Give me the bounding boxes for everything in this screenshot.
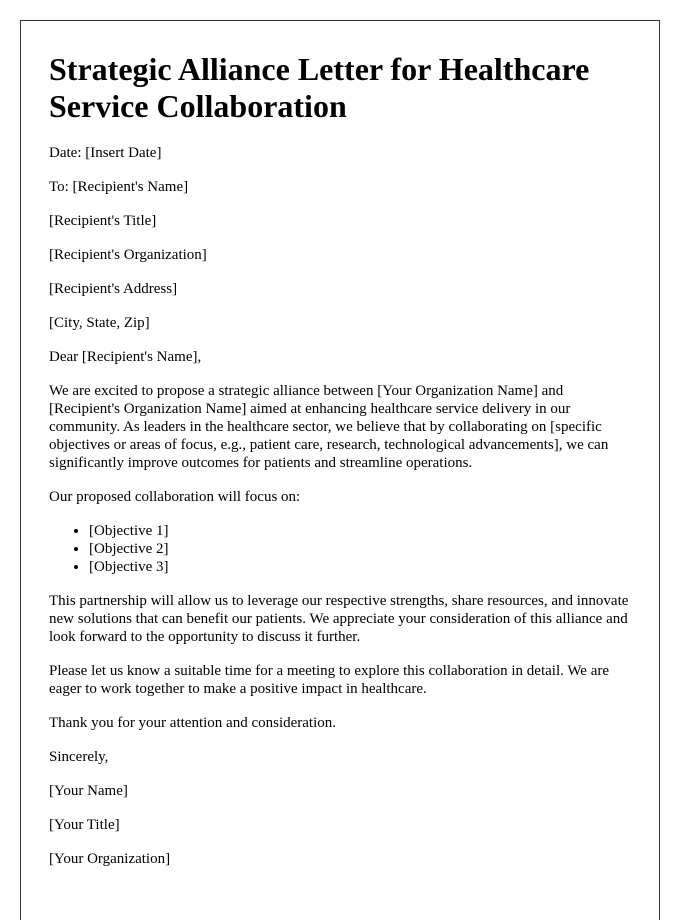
letter-title: Strategic Alliance Letter for Healthcare Service Collaboration [49, 51, 590, 124]
recipient-title-line: [Recipient's Title] [49, 213, 157, 229]
list-item: • [Objective 2] [89, 540, 631, 558]
signature-name-line: [Your Name] [49, 783, 128, 799]
meeting-paragraph: Please let us know a suitable time for a meeting to explore this collaboration in detail. We are eager to work together to make a positive impact in healthcare. [49, 663, 610, 697]
thanks-paragraph: Thank you for your attention and consideration. [49, 715, 337, 731]
date-line: Date: [Insert Date] [49, 145, 162, 161]
signature-organization-line: [Your Organization] [49, 851, 171, 867]
closing: Sincerely, [49, 749, 109, 765]
signature-title-line: [Your Title] [49, 817, 120, 833]
recipient-name-line: To: [Recipient's Name] [49, 179, 189, 195]
partnership-paragraph: This partnership will allow us to leverage our respective strengths, share resources, and innovate new solutions that can benefit our patients. We appreciate your consideration of this alliance and look forward to the opportunity to discuss it further. [49, 593, 629, 645]
objectives-list [49, 522, 631, 576]
city-state-zip-line: [City, State, Zip] [49, 315, 150, 331]
letter-page [20, 20, 660, 920]
recipient-organization-line: [Recipient's Organization] [49, 247, 207, 263]
focus-intro-paragraph: Our proposed collaboration will focus on: [49, 489, 301, 505]
list-item: • [Objective 3] [89, 558, 631, 576]
intro-paragraph: We are excited to propose a strategic alliance between [Your Organization Name] and [Recipient's Organization Name] aimed at enhancing healthcare service delivery in our community. As leaders in the healthcare sector, we believe that by collaborating on [specific objectives or areas of focus, e.g., patient care, research, technological advancements], we can significantly improve outcomes for patients and streamline operations. [49, 383, 609, 471]
list-item: • [Objective 1] [89, 522, 631, 540]
recipient-address-line: [Recipient's Address] [49, 281, 178, 297]
salutation: Dear [Recipient's Name], [49, 349, 202, 365]
